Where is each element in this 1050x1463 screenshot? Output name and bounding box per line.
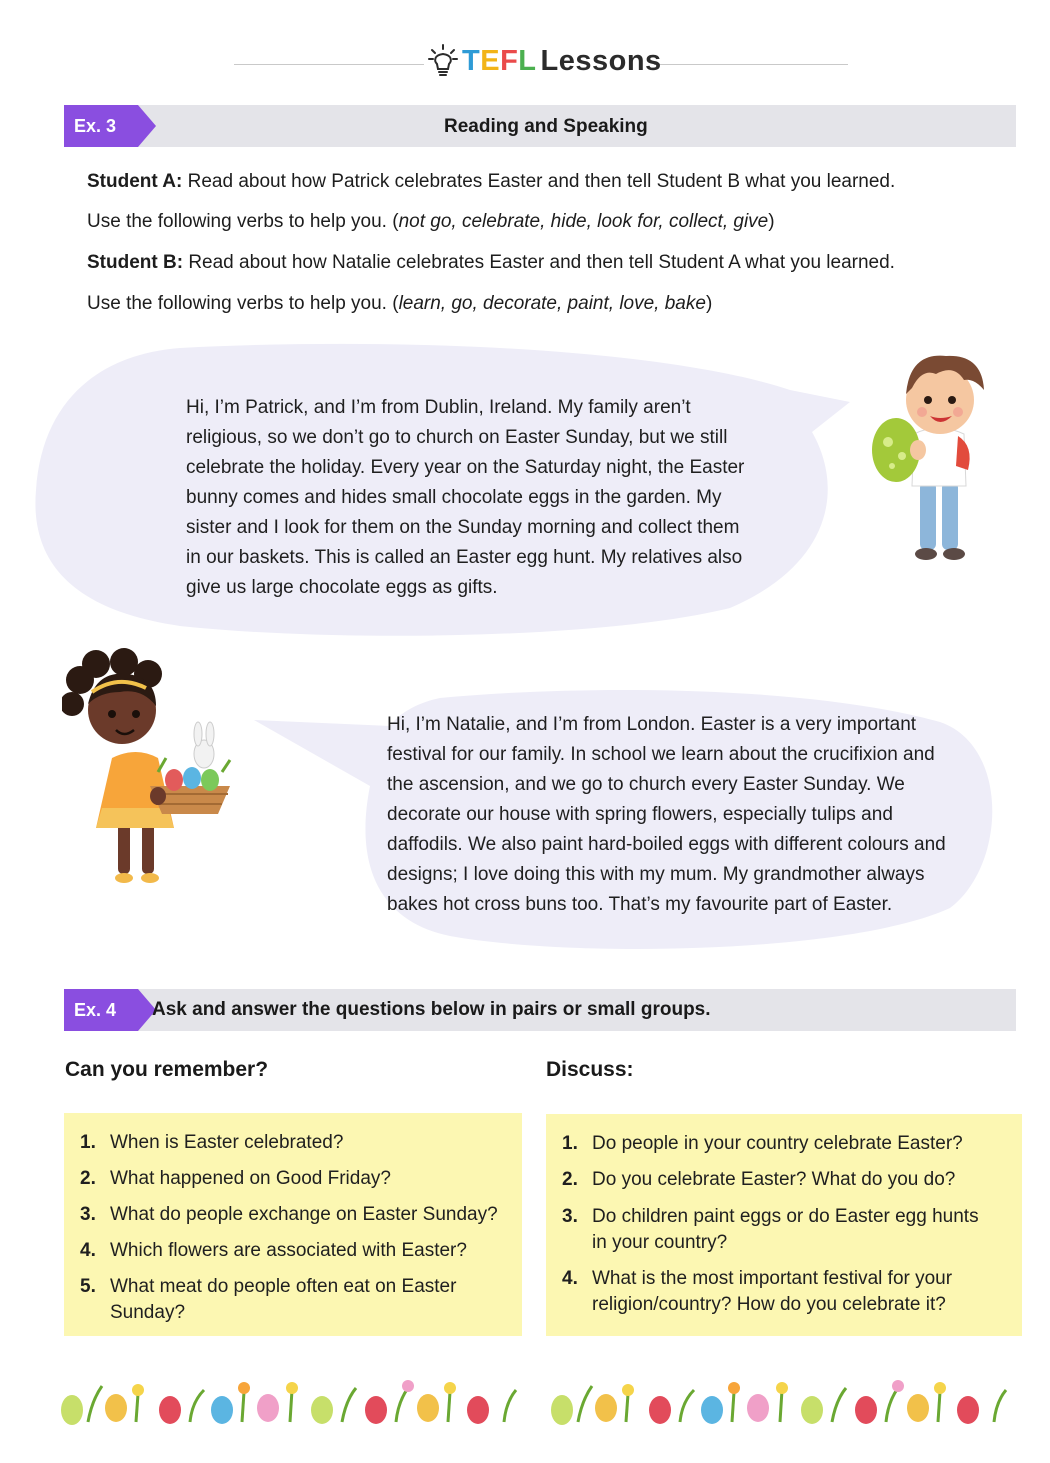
remember-questions-box <box>64 1113 522 1336</box>
discuss-questions-box <box>546 1114 1022 1336</box>
natalie-line: designs; I love doing this with my mum. My grandmother always <box>387 864 925 885</box>
list-item: 2. Do you celebrate Easter? What do you do? <box>562 1169 956 1190</box>
list-item: 1. Do people in your country celebrate Easter? <box>562 1133 963 1154</box>
patrick-line: religious, so we don’t go to church on Easter Sunday, but we still <box>186 427 728 448</box>
natalie-line: daffodils. We also paint hard-boiled eggs with different colours and <box>387 834 946 855</box>
instruction-student-b: Student B: Read about how Natalie celebrates Easter and then tell Student A what you learned. <box>87 252 895 273</box>
list-item: 5. What meat do people often eat on Easter Sunday? <box>80 1276 457 1323</box>
brand-name: TEFL Lessons <box>462 44 662 77</box>
natalie-line: festival for our family. In school we learn about the crucifixion and <box>387 744 935 765</box>
patrick-line: in our baskets. This is called an Easter egg hunt. My relatives also <box>186 547 743 568</box>
list-item: 4. What is the most important festival for your religion/country? How do you celebrate it? <box>562 1268 953 1315</box>
remember-heading: Can you remember? <box>65 1058 269 1081</box>
patrick-text <box>186 393 786 603</box>
patrick-line: celebrate the holiday. Every year on the Saturday night, the Easter <box>186 457 745 478</box>
ex3-title: Reading and Speaking <box>444 116 648 137</box>
header-rule-right <box>654 64 848 65</box>
ex3-tag: Ex. 3 <box>64 105 138 147</box>
easter-egg-border-left <box>58 1376 528 1428</box>
natalie-line: bakes hot cross buns too. That’s my favourite part of Easter. <box>387 894 893 915</box>
boy-with-egg-illustration <box>866 334 1006 566</box>
ex3-header-bar <box>64 105 1016 147</box>
natalie-line: Hi, I’m Natalie, and I’m from London. Easter is a very important <box>387 714 917 735</box>
girl-with-basket-illustration <box>62 648 238 888</box>
instruction-verbs-a: Use the following verbs to help you. (not go, celebrate, hide, look for, collect, give) <box>87 211 775 232</box>
instruction-student-a: Student A: Read about how Patrick celebrates Easter and then tell Student B what you learned. <box>87 171 896 192</box>
patrick-line: Hi, I’m Patrick, and I’m from Dublin, Ireland. My family aren’t <box>186 397 691 418</box>
natalie-line: decorate our house with spring flowers, especially tulips and <box>387 804 893 825</box>
remember-list <box>64 1130 522 1326</box>
instruction-verbs-b: Use the following verbs to help you. (learn, go, decorate, paint, love, bake) <box>87 293 713 314</box>
header-rule-left <box>234 64 424 65</box>
natalie-text <box>387 710 997 920</box>
patrick-line: bunny comes and hides small chocolate eggs in the garden. My <box>186 487 722 508</box>
list-item: 2. What happened on Good Friday? <box>80 1168 391 1189</box>
tefl-lessons-logo <box>428 44 662 78</box>
ex4-tag: Ex. 4 <box>64 989 138 1031</box>
list-item: 3. What do people exchange on Easter Sunday? <box>80 1204 498 1225</box>
list-item: 4. Which flowers are associated with Easter? <box>80 1240 467 1261</box>
list-item: 3. Do children paint eggs or do Easter egg hunts in your country? <box>562 1206 979 1253</box>
easter-egg-border-right <box>548 1376 1018 1428</box>
patrick-line: give us large chocolate eggs as gifts. <box>186 577 498 598</box>
ex4-header-bar <box>64 989 1016 1031</box>
ex4-title: Ask and answer the questions below in pairs or small groups. <box>152 999 711 1020</box>
discuss-list <box>546 1131 1022 1318</box>
discuss-heading: Discuss: <box>546 1058 634 1081</box>
natalie-line: the ascension, and we go to church every Easter Sunday. We <box>387 774 905 795</box>
patrick-line: sister and I look for them on the Sunday morning and collect them <box>186 517 740 538</box>
lightbulb-icon <box>428 44 458 78</box>
list-item: 1. When is Easter celebrated? <box>80 1132 344 1153</box>
